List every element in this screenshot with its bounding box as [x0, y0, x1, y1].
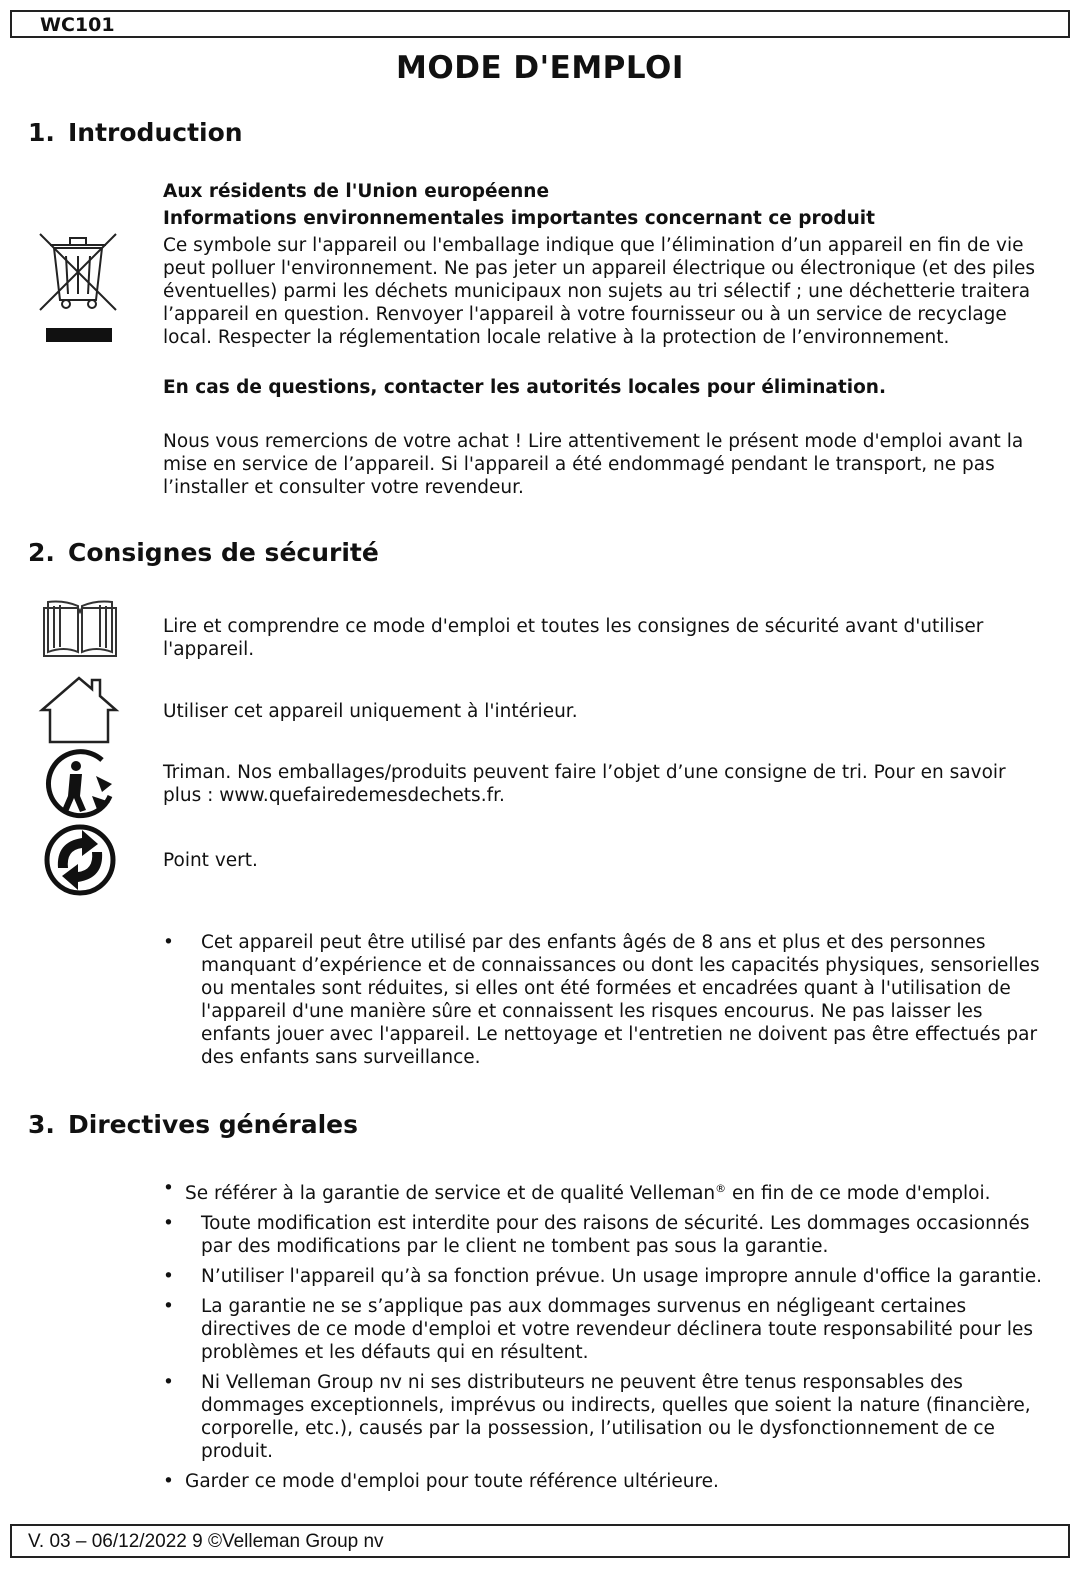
section-heading-introduction [28, 118, 243, 147]
section-heading-general [28, 1110, 358, 1139]
house-icon [38, 674, 120, 746]
section-number: 2. [28, 538, 55, 567]
model-label: WC101 [40, 14, 115, 36]
list-item: • La garantie ne se s’applique pas aux dommages survenus en négligeant certaines directives de ce mode d'emploi et votre revendeur déclinera toute responsabilité pour les problèmes et les défauts qui en résultent. [163, 1295, 1043, 1364]
section-title: Directives générales [68, 1110, 358, 1139]
warranty-text-end: en fin de ce mode d'emploi. [726, 1183, 991, 1205]
section-heading-safety [28, 538, 379, 567]
triman-icon [40, 746, 120, 820]
list-item: • N’utiliser l'appareil qu’à sa fonction prévue. Un usage impropre annule d'office la garantie. [163, 1265, 1043, 1288]
eu-heading: Aux résidents de l'Union européenne [163, 181, 550, 202]
section-title: Consignes de sécurité [68, 538, 379, 567]
warranty-text: Se référer à la garantie de service et de qualité Velleman [185, 1183, 716, 1205]
list-item: • Ni Velleman Group nv ni ses distributeurs ne peuvent être tenus responsables des dommages exceptionnels, imprévus ou indirects, quelles que soient la nature (financière, corporelle, etc.), causés par la possession, l’utilisation ou le dysfonctionnement de ce produit. [163, 1371, 1043, 1463]
section-title: Introduction [68, 118, 243, 147]
page-title: MODE D'EMPLOI [396, 50, 684, 86]
safety-item-text: Point vert. [163, 850, 258, 871]
thanks-text: Nous vous remercions de votre achat ! Lire attentivement le présent mode d'emploi avant la mise en service de l’appareil. Si l'appareil a été endommagé pendant le transport, ne pas l’installer et consulter votre revendeur. [163, 431, 1024, 498]
general-bullet-list [163, 1177, 1043, 1493]
weee-bin-icon [36, 232, 120, 348]
safety-bullet-list [163, 931, 1043, 1069]
safety-item-text: Utiliser cet appareil uniquement à l'intérieur. [163, 701, 578, 722]
list-item: • Cet appareil peut être utilisé par des enfants âgés de 8 ans et plus et des personnes manquant d’expérience et de connaissances ou dont les capacités physiques, sensorielles ou mentales sont réduites, si elles ont été formées et encadrées quant à l'utilisation de l'appareil d'une manière sûre et connaissent les risques encourus. Ne pas laisser les enfants jouer avec l'appareil. Le nettoyage et l'entretien ne doivent pas être effectués par des enfants sans surveillance. [163, 931, 1043, 1069]
footer-text: V. 03 – 06/12/2022 9 ©Velleman Group nv [28, 1531, 384, 1552]
footer-box [10, 1524, 1070, 1558]
list-item: • Toute modification est interdite pour des raisons de sécurité. Les dommages occasionnés par des modifications par le client ne tombent pas sous la garantie. [163, 1212, 1043, 1258]
book-icon [40, 598, 120, 662]
list-item: • Garder ce mode d'emploi pour toute référence ultérieure. [163, 1470, 1043, 1493]
contact-text: En cas de questions, contacter les autorités locales pour élimination. [163, 377, 886, 398]
section-number: 3. [28, 1110, 55, 1139]
green-dot-icon [42, 824, 118, 896]
env-heading: Informations environnementales importantes concernant ce produit [163, 208, 875, 229]
env-text: Ce symbole sur l'appareil ou l'emballage indique que l’élimination d’un appareil en fin de vie peut polluer l'environnement. Ne pas jeter un appareil électrique ou électronique (et des piles éventuelles) parmi les déchets municipaux non sujets au tri sélectif ; une déchetterie traitera l’appareil en question. Renvoyer l'appareil à votre fournisseur ou à un service de recyclage local. Respecter la réglementation locale relative à la protection de l’environnement. [163, 235, 1036, 348]
safety-item-text: Triman. Nos emballages/produits peuvent faire l’objet d’une consigne de tri. Pour en savoir plus : www.quefairedemesdechets.fr. [163, 762, 1006, 806]
list-item [163, 1177, 1043, 1205]
registered-mark: ® [715, 1182, 727, 1195]
header-box [10, 10, 1070, 38]
section-number: 1. [28, 118, 55, 147]
safety-item-text: Lire et comprendre ce mode d'emploi et toutes les consignes de sécurité avant d'utiliser l'appareil. [163, 616, 984, 660]
